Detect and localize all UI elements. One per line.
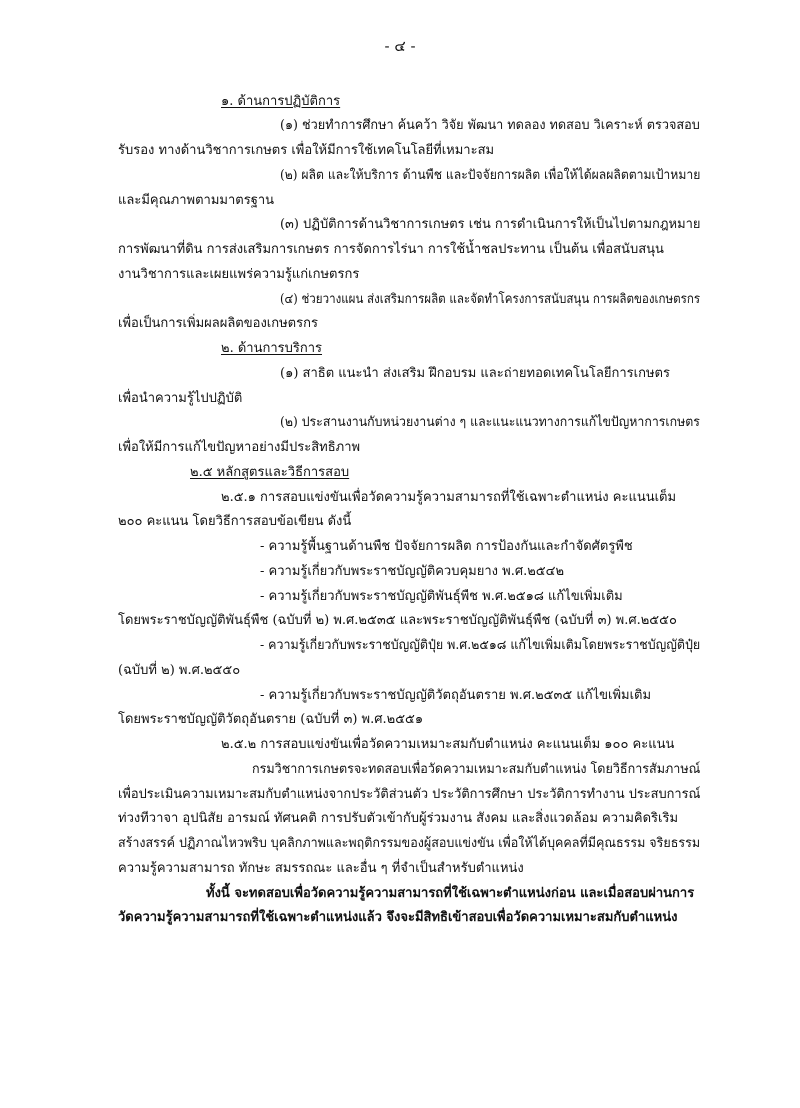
text-line: ท่วงทีวาจา อุปนิสัย อารมณ์ ทัศนคติ การปรับตัวเข้ากับผู้ร่วมงาน สังคม และสิ่งแวดล้อม ความคิดริเริม xyxy=(118,811,679,826)
text-line: เพื่อนำความรู้ไปปฏิบัติ xyxy=(118,391,243,406)
text-line: (๒) ผลิต และให้บริการ ด้านพืช และปัจจัยการผลิต เพื่อให้ได้ผลผลิตตามเป้าหมาย xyxy=(280,168,701,183)
text-line: การพัฒนาที่ดิน การส่งเสริมการเกษตร การจัดการไร่นา การใช้น้ำชลประทาน เป็นต้น เพื่อสนับสนุน xyxy=(118,242,664,257)
section-heading-operations: ๑. ด้านการปฏิบัติการ xyxy=(221,94,341,109)
section-heading-services: ๒. ด้านการบริการ xyxy=(221,341,323,356)
section-heading-curriculum: ๒.๕ หลักสูตรและวิธีการสอบ xyxy=(190,465,350,480)
note-bold: ทั้งนี้ จะทดสอบเพื่อวัดความรู้ความสามารถที่ใช้เฉพาะตำแหน่งก่อน และเมื่อสอบผ่านการ xyxy=(206,886,695,901)
text-line: เพื่อให้มีการแก้ไขปัญหาอย่างมีประสิทธิภาพ xyxy=(118,440,361,455)
text-line: เพื่อประเมินความเหมาะสมกับตำแหน่งจากประวัติส่วนตัว ประวัติการศึกษา ประวัติการทำงาน ประสบการณ์ xyxy=(118,787,701,802)
text-line: สร้างสรรค์ ปฏิภาณไหวพริบ บุคลิกภาพและพฤติกรรมของผู้สอบแข่งขัน เพื่อให้ได้บุคคลที่มีคุณธรรม จริยธรรม xyxy=(118,836,701,851)
page-number: - ๔ - xyxy=(384,37,416,55)
text-line: ความรู้ความสามารถ ทักษะ สมรรถณะ และอื่น ๆ ที่จำเป็นสำหรับตำแหน่ง xyxy=(118,861,524,876)
text-line: (๓) ปฏิบัติการด้านวิชาการเกษตร เช่น การดำเนินการให้เป็นไปตามกฎหมาย xyxy=(280,217,701,232)
list-item: - ความรู้เกี่ยวกับพระราชบัญญัติพันธุ์พืช พ.ศ.๒๕๑๘ แก้ไขเพิ่มเติม xyxy=(260,589,623,604)
text-line: (๔) ช่วยวางแผน ส่งเสริมการผลิต และจัดทำโครงการสนับสนุน การผลิตของเกษตรกร xyxy=(280,292,701,307)
list-item: - ความรู้เกี่ยวกับพระราชบัญญัติวัตถุอันตราย พ.ศ.๒๕๓๕ แก้ไขเพิ่มเติม xyxy=(260,688,652,703)
text-line: (๑) ช่วยทำการศึกษา ค้นคว้า วิจัย พัฒนา ทดลอง ทดสอบ วิเคราะห์ ตรวจสอบ xyxy=(280,118,700,133)
note-bold: วัดความรู้ความสามารถที่ใช้เฉพาะตำแหน่งแล้ว จึงจะมีสิทธิเข้าสอบเพื่อวัดความเหมาะสมกับตำแหน่ง xyxy=(118,910,678,925)
text-line: รับรอง ทางด้านวิชาการเกษตร เพื่อให้มีการใช้เทคโนโลยีที่เหมาะสม xyxy=(118,143,495,158)
text-line: (ฉบับที่ ๒) พ.ศ.๒๕๕๐ xyxy=(118,663,241,678)
text-line: กรมวิชาการเกษตรจะทดสอบเพื่อวัดความเหมาะสมกับตำแหน่ง โดยวิธีการสัมภาษณ์ xyxy=(252,762,701,777)
text-line: ๒.๕.๒ การสอบแข่งขันเพื่อวัดความเหมาะสมกับตำแหน่ง คะแนนเต็ม ๑๐๐ คะแนน xyxy=(221,737,675,752)
list-item: - ความรู้เกี่ยวกับพระราชบัญญัติปุ๋ย พ.ศ.๒๕๑๘ แก้ไขเพิ่มเติมโดยพระราชบัญญัติปุ๋ย xyxy=(260,638,701,653)
text-line: ๒.๕.๑ การสอบแข่งขันเพื่อวัดความรู้ความสามารถที่ใช้เฉพาะตำแหน่ง คะแนนเต็ม xyxy=(221,490,677,505)
text-line: (๑) สาธิต แนะนำ ส่งเสริม ฝึกอบรม และถ่ายทอดเทคโนโลยีการเกษตร xyxy=(280,366,670,381)
text-line: โดยพระราชบัญญัติวัตถุอันตราย (ฉบับที่ ๓) พ.ศ.๒๕๕๑ xyxy=(118,712,424,727)
text-line: ๒๐๐ คะแนน โดยวิธีการสอบข้อเขียน ดังนี้ xyxy=(118,514,352,529)
text-line: (๒) ประสานงานกับหน่วยงานต่าง ๆ และแนะแนวทางการแก้ไขปัญหาการเกษตร xyxy=(280,415,700,430)
text-line: งานวิชาการและเผยแพร่ความรู้แก่เกษตรกร xyxy=(118,267,360,282)
text-line: โดยพระราชบัญญัติพันธุ์พืช (ฉบับที่ ๒) พ.ศ.๒๕๓๕ และพระราชบัญญัติพันธุ์พืช (ฉบับที่ ๓) พ.ศ.๒๕๕๐ xyxy=(118,613,677,628)
list-item: - ความรู้เกี่ยวกับพระราชบัญญัติควบคุมยาง พ.ศ.๒๕๔๒ xyxy=(260,564,565,579)
text-line: และมีคุณภาพตามมาตรฐาน xyxy=(118,193,275,208)
list-item: - ความรู้พื้นฐานด้านพืช ปัจจัยการผลิต การป้องกันและกำจัดศัตรูพืช xyxy=(260,539,633,554)
text-line: เพื่อเป็นการเพิ่มผลผลิตของเกษตรกร xyxy=(118,316,318,331)
